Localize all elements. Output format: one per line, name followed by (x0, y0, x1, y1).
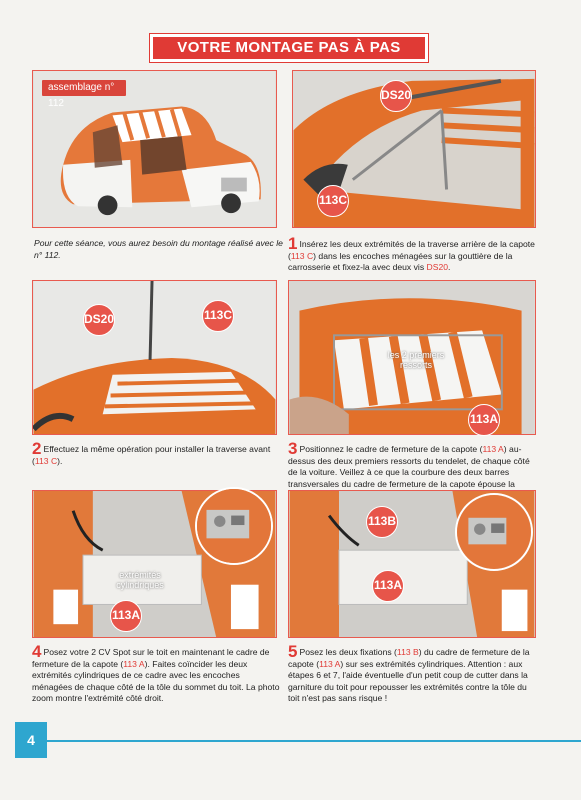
label-ds20: DS20 (380, 80, 412, 112)
label-113a: 113A (468, 404, 500, 436)
label-113c: 113C (202, 300, 234, 332)
page-title: VOTRE MONTAGE PAS À PAS (150, 34, 428, 62)
step-5-text: 5 Posez les deux fixations (113 B) du cadre de fermeture de la capote (113 A) sur ses extrémités cylindriques. Attention : aux étapes 6 et 7, l'aide éventuelle d'un petit coup de cutter dans la garniture du toit pour repousser les extrémités contre la tôle du toit n'est pas sans risque ! (288, 642, 530, 704)
footer-divider (47, 740, 581, 742)
assembly-badge: assemblage n° 112 (42, 80, 126, 96)
step-2-text: 2 Effectuez la même opération pour installer la traverse avant (113 C). (32, 439, 271, 466)
zoom-detail-icon (197, 489, 271, 563)
intro-caption: Pour cette séance, vous aurez besoin du montage réalisé avec le n° 112. (34, 238, 283, 260)
page-number: 4 (15, 722, 47, 758)
step-1-text: 1 Insérez les deux extrémités de la traverse arrière de la capote (113 C) dans les encoches ménagées sur la gouttière de la carrosserie et fixez-la avec deux vis DS20. (288, 234, 535, 273)
label-113a: 113A (110, 600, 142, 632)
step-5-number: 5 (288, 642, 298, 661)
step-4-text: 4 Posez votre 2 CV Spot sur le toit en maintenant le cadre de fermeture de la capote (113 A). Faites coïncider les deux extrémités cylindriques de ce cadre avec les encoches ménagées de chaque côté de la tôle du sommet du toit. La photo zoom montre l'extrémité côté droit. (32, 642, 280, 704)
label-113b: 113B (366, 506, 398, 538)
step-3-text: 3 Positionnez le cadre de fermeture de la capote (113 A) au-dessus des deux premiers ressorts du tendelet, de chaque côté de la voiture. Veillez à ce que la courbure des deux barres transversales du cadre de fermeture de la capote épouse la (288, 439, 530, 489)
step-2-number: 2 (32, 439, 42, 458)
label-ds20: DS20 (83, 304, 115, 336)
step-1-number: 1 (288, 234, 298, 253)
roof-front-illustration (33, 281, 276, 434)
zoom-inset-5 (455, 493, 533, 571)
label-ressorts: les 2 premiers ressorts (387, 350, 445, 370)
label-113c: 113C (317, 185, 349, 217)
step-3-number: 3 (288, 439, 298, 458)
photo-step-2 (32, 280, 277, 435)
zoom-inset-4 (195, 487, 273, 565)
zoom-detail-icon (457, 495, 531, 569)
step-4-number: 4 (32, 642, 42, 661)
label-extremites: extrémités cylindriques (116, 570, 164, 590)
label-113a: 113A (372, 570, 404, 602)
